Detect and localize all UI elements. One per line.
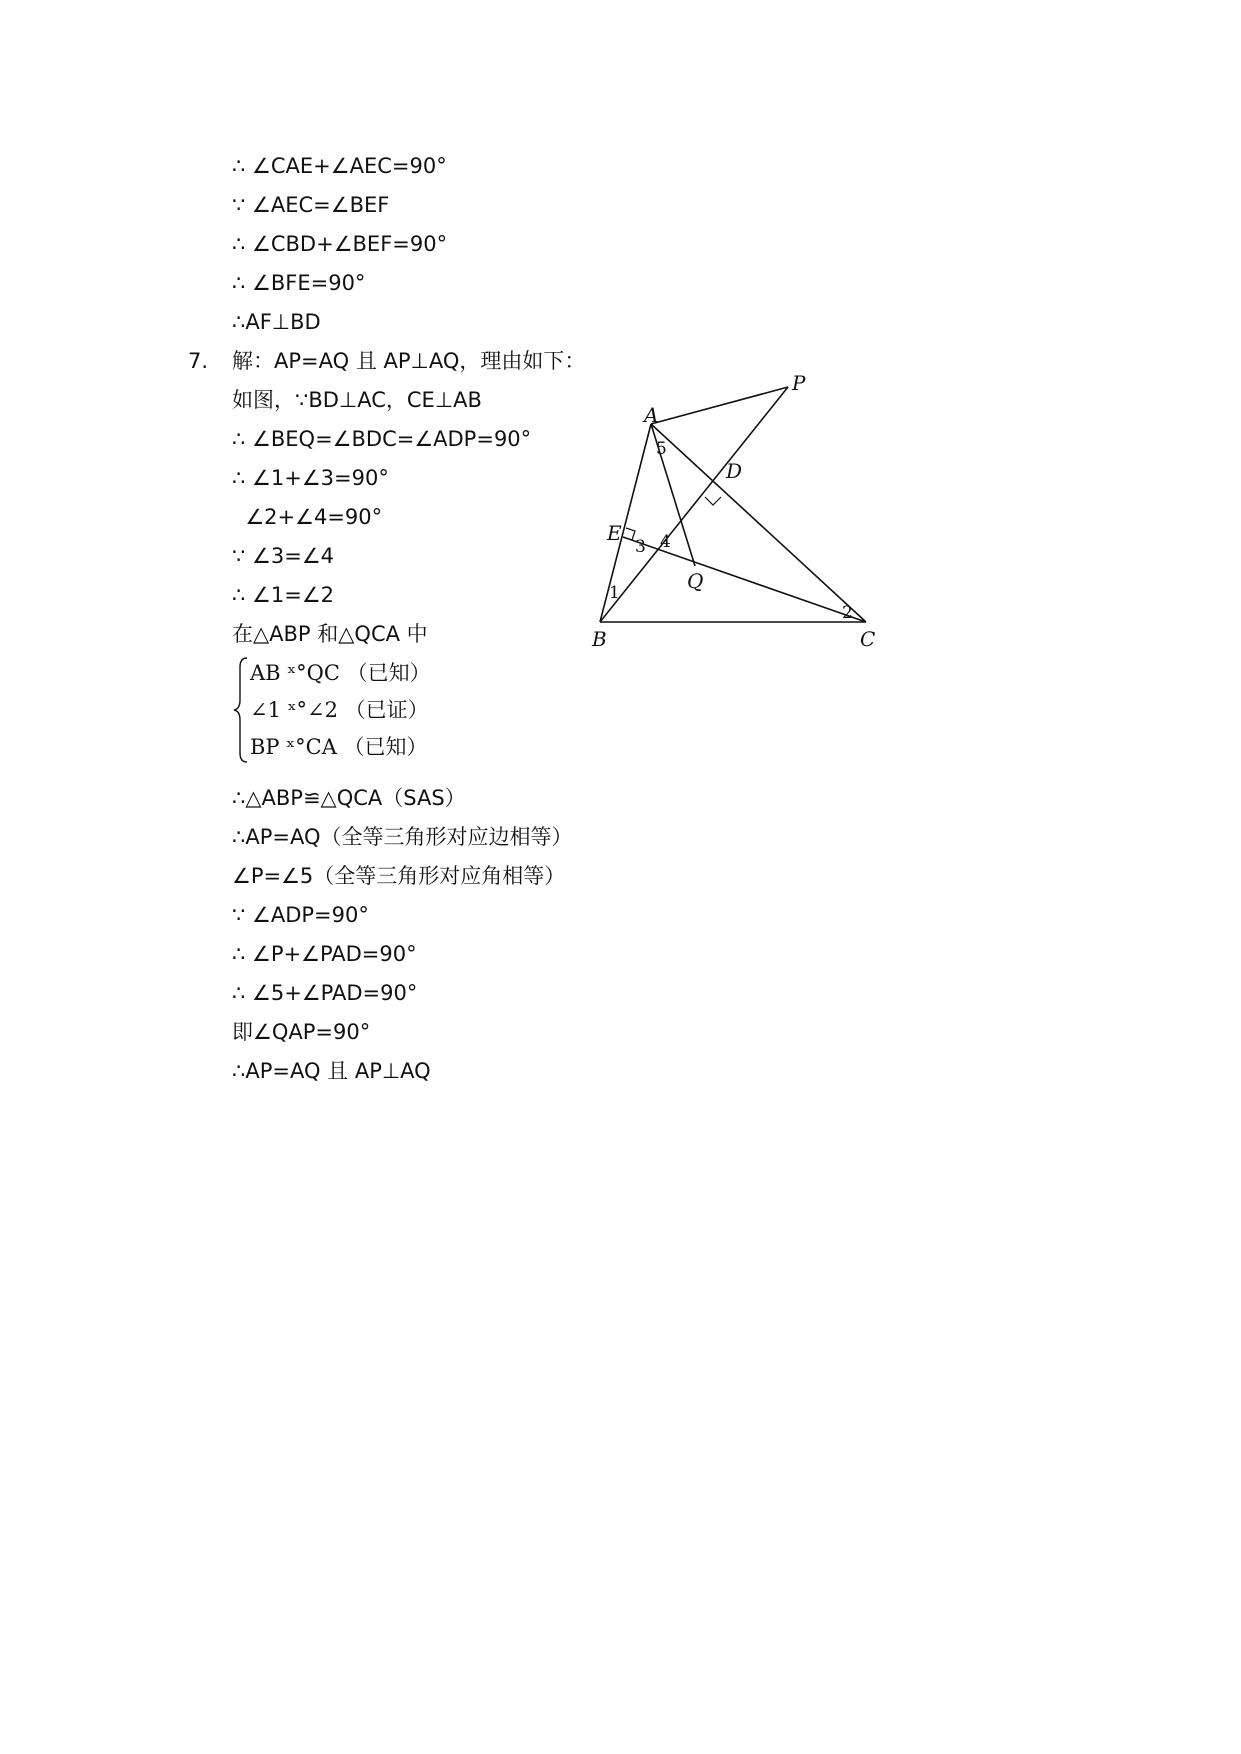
- system-line: AB ˣ°QC （已知）: [250, 661, 431, 685]
- proof-line: ∴ ∠BEQ=∠BDC=∠ADP=90°: [232, 427, 532, 451]
- question-number: 7.: [188, 349, 209, 373]
- label-p: P: [792, 371, 806, 395]
- proof-line: ∵ ∠3=∠4: [232, 544, 335, 568]
- segment-ac: [651, 424, 866, 622]
- angle-label-3: 3: [635, 537, 646, 557]
- proof-line: ∴ ∠P+∠PAD=90°: [232, 942, 417, 966]
- proof-line: ∴AP=AQ 且 AP⊥AQ: [232, 1059, 431, 1083]
- label-d: D: [726, 459, 743, 483]
- proof-line: ∴△ABP≌△QCA（SAS）: [232, 786, 466, 810]
- segment-ap: [651, 387, 788, 424]
- angle-label-2: 2: [842, 603, 853, 623]
- proof-line: ∴ ∠CAE+∠AEC=90°: [232, 154, 447, 178]
- label-c: C: [860, 627, 876, 651]
- left-brace: [232, 655, 250, 765]
- proof-line: ∵ ∠AEC=∠BEF: [232, 193, 390, 217]
- system-line: ∠1 ˣ°∠2 （已证）: [250, 698, 429, 722]
- proof-line: ∠2+∠4=90°: [232, 505, 383, 529]
- proof-line: ∴ ∠BFE=90°: [232, 271, 366, 295]
- angle-label-5: 5: [656, 439, 667, 459]
- geometry-figure: [580, 370, 920, 660]
- proof-line: ∴AF⊥BD: [232, 310, 321, 334]
- right-angle-d: [705, 497, 721, 505]
- proof-line: ∠P=∠5（全等三角形对应角相等）: [232, 864, 566, 888]
- angle-label-1: 1: [609, 583, 620, 603]
- proof-line: ∴ ∠CBD+∠BEF=90°: [232, 232, 448, 256]
- solution-heading: 解：AP=AQ 且 AP⊥AQ，理由如下：: [232, 349, 586, 373]
- angle-label-4: 4: [660, 532, 671, 552]
- label-b: B: [592, 627, 607, 651]
- proof-line: 在△ABP 和△QCA 中: [232, 622, 428, 646]
- label-a: A: [644, 403, 659, 427]
- label-e: E: [607, 521, 622, 545]
- label-q: Q: [687, 569, 704, 593]
- proof-line: 即∠QAP=90°: [232, 1020, 371, 1044]
- proof-line: ∴AP=AQ（全等三角形对应边相等）: [232, 825, 573, 849]
- proof-line: 如图，∵BD⊥AC，CE⊥AB: [232, 388, 482, 412]
- proof-line: ∴ ∠1+∠3=90°: [232, 466, 389, 490]
- proof-line: ∴ ∠5+∠PAD=90°: [232, 981, 418, 1005]
- proof-line: ∴ ∠1=∠2: [232, 583, 335, 607]
- proof-line: ∵ ∠ADP=90°: [232, 903, 369, 927]
- system-line: BP ˣ°CA （已知）: [250, 735, 428, 759]
